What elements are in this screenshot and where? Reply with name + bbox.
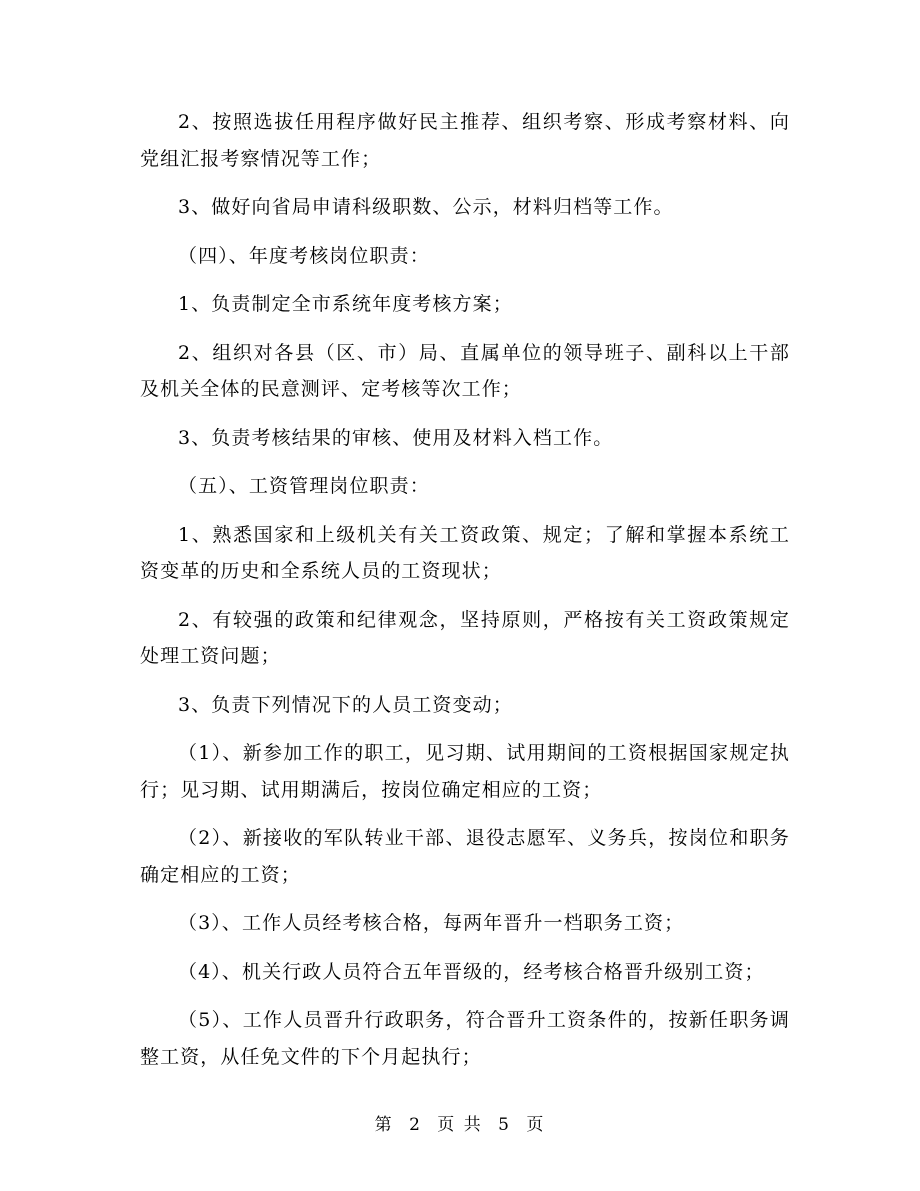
- document-body: [140, 104, 790, 1087]
- paragraph: 2、有较强的政策和纪律观念，坚持原则，严格按有关工资政策规定处理工资问题；: [140, 608, 790, 667]
- paragraph: （4）、机关行政人员符合五年晋级的，经考核合格晋升级别工资；: [178, 960, 765, 983]
- page-label-prefix: 第: [374, 1115, 394, 1135]
- paragraph: （2）、新接收的军队转业干部、退役志愿军、义务兵，按岗位和职务确定相应的工资；: [140, 827, 790, 886]
- paragraph: （3）、工作人员经考核合格，每两年晋升一档职务工资；: [178, 912, 685, 934]
- paragraph: 2、按照选拔任用程序做好民主推荐、组织考察、形成考察材料、向党组汇报考察情况等工作；: [140, 111, 790, 170]
- section-heading: （五）、工资管理岗位职责：: [178, 475, 430, 497]
- paragraph: 3、做好向省局申请科级职数、公示，材料归档等工作。: [178, 196, 674, 218]
- page-label-suffix: 页: [526, 1115, 546, 1135]
- paragraph: （1）、新参加工作的职工，见习期、试用期间的工资根据国家规定执行；见习期、试用期满后，按岗位确定相应的工资；: [140, 742, 790, 801]
- paragraph: 3、负责考核结果的审核、使用及材料入档工作。: [178, 426, 614, 449]
- paragraph: 1、熟悉国家和上级机关有关工资政策、规定；了解和掌握本系统工资变革的历史和全系统人员的工资现状；: [140, 523, 790, 582]
- total-pages: 5: [498, 1115, 511, 1135]
- paragraph: 3、负责下列情况下的人员工资变动；: [178, 693, 513, 716]
- page-number: 2: [409, 1115, 422, 1135]
- section-heading: （四）、年度考核岗位职责：: [178, 244, 430, 267]
- paragraph: 2、组织对各县（区、市）局、直属单位的领导班子、副科以上干部及机关全体的民意测评、定考核等次工作；: [140, 341, 790, 400]
- paragraph: （5）、工作人员晋升行政职务，符合晋升工资条件的，按新任职务调整工资，从任免文件的下个月起执行；: [140, 1009, 790, 1068]
- paragraph: 1、负责制定全市系统年度考核方案；: [178, 293, 513, 315]
- page-label-mid: 页 共: [437, 1115, 483, 1135]
- page-footer: [0, 1110, 920, 1135]
